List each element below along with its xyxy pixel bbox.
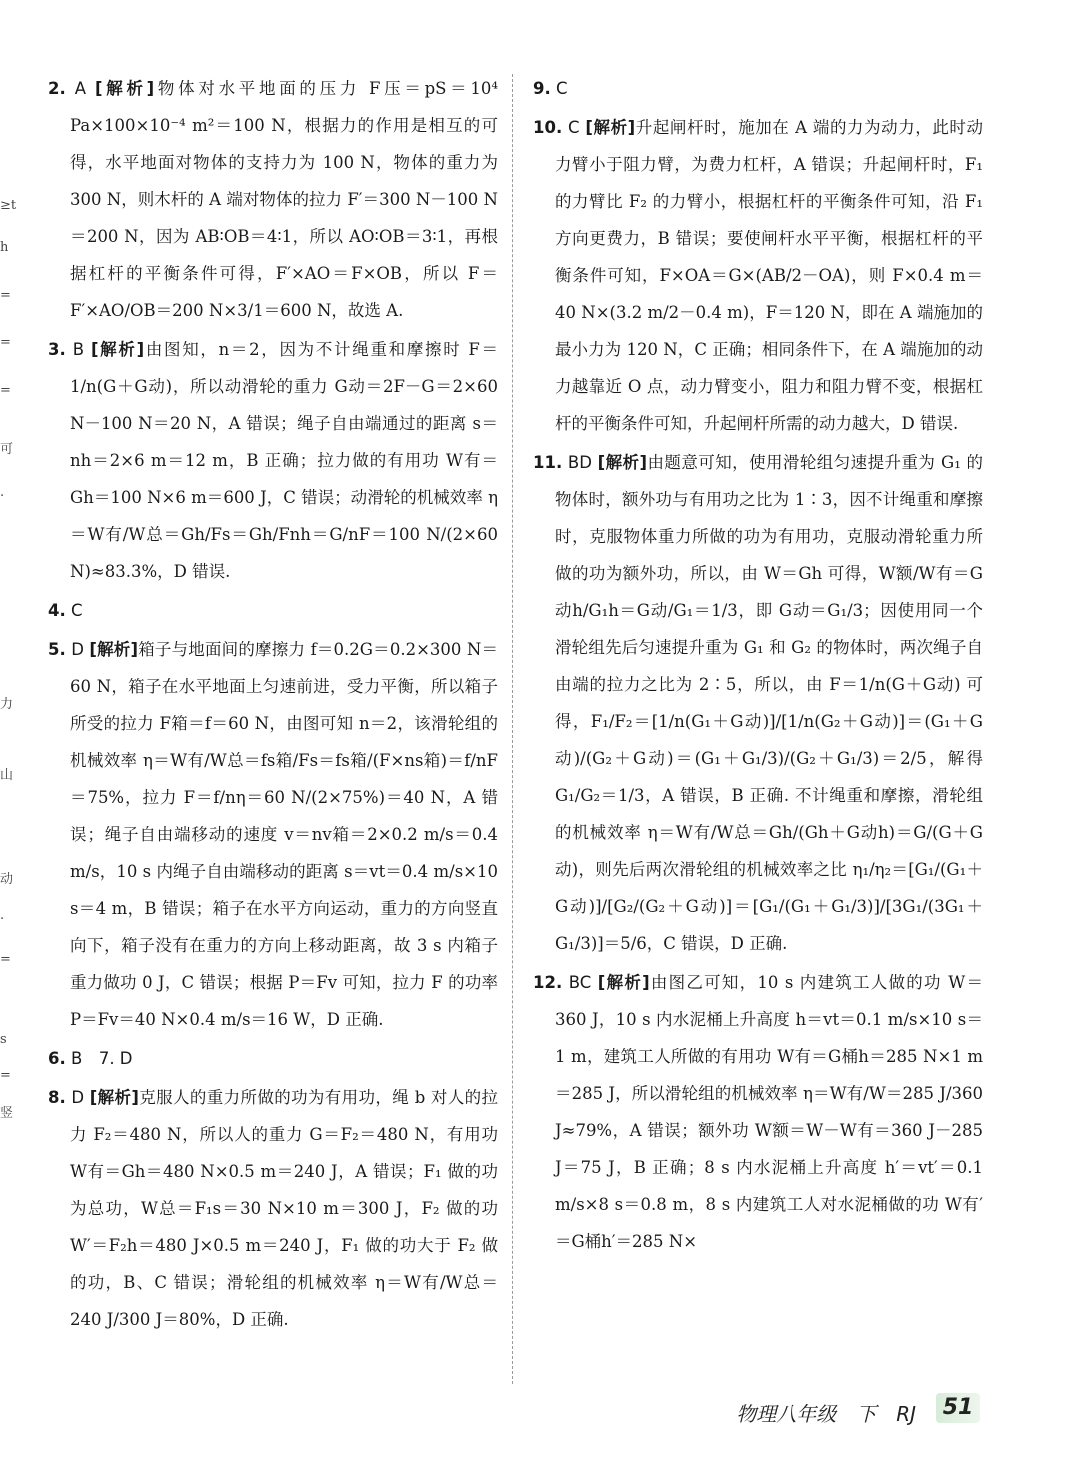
question-number: 8. (48, 1088, 66, 1107)
answer-choice: C (71, 601, 83, 620)
analysis-tag: [解析] (90, 340, 145, 359)
answer-item (48, 631, 498, 1038)
analysis-text: 由图乙可知，10 s 内建筑工人做的功 W＝360 J，10 s 内水泥桶上升高度 h＝vt＝0.1 m/s×10 s＝1 m，建筑工人所做的有用功 W有＝G桶h＝285 N×1 m＝285 J，所以滑轮组的机械效率 η＝W有/W＝285 J/360 J≈79%，A 错误；额外功 W额＝W－W有＝360 J－285 J＝75 J，B 正确；8 s 内水泥桶上升高度 h′＝vt′＝0.1 m/s×8 s＝0.8 m，8 s 内建筑工人对水泥桶做的功 W有′＝G桶h′＝285 N× (555, 973, 983, 1251)
margin-mark: s (0, 1032, 7, 1047)
margin-mark: = (0, 1068, 11, 1083)
analysis-tag: [解析] (597, 453, 648, 472)
analysis-text: 箱子与地面间的摩擦力 f＝0.2G＝0.2×300 N＝60 N，箱子在水平地面上匀速前进，受力平衡，所以箱子所受的拉力 F箱＝f＝60 N，由图可知 n＝2，该滑轮组的机械效率 η＝W有/W总＝fs箱/Fs＝fs箱/(F×ns箱)＝f/nF＝75%，拉力 F＝f/nη＝60 N/(2×75%)＝40 N，A 错误；绳子自由端移动的速度 v＝nv箱＝2×0.2 m/s＝0.4 m/s，10 s 内绳子自由端移动的距离 s＝vt＝0.4 m/s×10 s＝4 m，B 错误；箱子在水平方向运动，重力的方向竖直向下，箱子没有在重力的方向上移动距离，故 3 s 内箱子重力做功 0 J，C 错误；根据 P＝Fv 可知，拉力 F 的功率 P＝Fv＝40 N×0.4 m/s＝16 W，D 正确. (70, 640, 498, 1029)
question-number: 11. (533, 453, 563, 472)
answer-choice: D (71, 1088, 85, 1107)
question-number: 6. (48, 1049, 66, 1068)
analysis-tag: [解析] (89, 1088, 139, 1107)
answer-choice: BC (568, 973, 592, 992)
margin-mark: 竖 (0, 1106, 14, 1121)
margin-mark: = (0, 288, 11, 303)
answer-choice: B (72, 340, 85, 359)
analysis-tag: [解析] (89, 640, 139, 659)
page-number: 51 (936, 1393, 980, 1423)
answer-item (533, 964, 983, 1260)
margin-mark: . (0, 908, 5, 923)
analysis-text: 由图知，n＝2，因为不计绳重和摩擦时 F＝1/n(G＋G动)，所以动滑轮的重力 G动＝2F－G＝2×60 N－100 N＝20 N，A 错误；绳子自由端通过的距离 s＝nh＝2×6 m＝12 m，B 正确；拉力做的有用功 W有＝Gh＝100 N×6 m＝600 J，C 错误；动滑轮的机械效率 η＝W有/W总＝Gh/Fs＝Gh/Fnh＝G/nF＝100 N/(2×60 N)≈83.3%，D 错误. (70, 340, 498, 581)
margin-mark: = (0, 383, 11, 398)
answer-item (48, 592, 498, 629)
analysis-text: 物体对水平地面的压力 F压＝pS＝10⁴ Pa×100×10⁻⁴ m²＝100 N，根据力的作用是相互的可得，水平地面对物体的支持力为 100 N，物体的重力为 300 N，则木杆的 A 端对物体的拉力 F′＝300 N－100 N＝200 N，因为 AB∶OB＝4∶1，所以 AO∶OB＝3∶1，再根据杠杆的平衡条件可得，F′×AO＝F×OB，所以 F＝F′×AO/OB＝200 N×3/1＝600 N，故选 A. (70, 79, 499, 320)
left-column (48, 70, 498, 1340)
answer-item (48, 1040, 498, 1077)
analysis-tag: [解析] (585, 118, 636, 137)
question-number: 2. (48, 79, 66, 98)
column-divider (512, 74, 513, 1384)
analysis-tag: [解析] (597, 973, 650, 992)
margin-mark: 力 (0, 697, 14, 712)
answer-item (533, 70, 983, 107)
margin-mark: ≥t (0, 198, 17, 213)
analysis-tag: [解析] (94, 79, 155, 98)
margin-mark: 动 (0, 872, 14, 887)
answer-item (48, 331, 498, 590)
margin-mark: . (0, 485, 5, 500)
answer-choice: A (74, 79, 87, 98)
question-number: 12. (533, 973, 563, 992)
right-column (533, 70, 983, 1262)
margin-mark: 山 (0, 768, 14, 783)
margin-mark: 可 (0, 442, 14, 457)
answer-item (533, 109, 983, 442)
margin-mark: h (0, 240, 9, 255)
answer-choice: D (71, 640, 84, 659)
footer-subject: 物理八年级 下 RJ (736, 1402, 916, 1426)
question-number: 9. (533, 79, 551, 98)
analysis-text: 升起闸杆时，施加在 A 端的力为动力，此时动力臂小于阻力臂，为费力杠杆，A 错误；升起闸杆时，F₁ 的力臂比 F₂ 的力臂小，根据杠杆的平衡条件可知，沿 F₁ 方向更费力，B 错误；要使闸杆水平平衡，根据杠杆的平衡条件可知，F×OA＝G×(AB/2－OA)，则 F×0.4 m＝40 N×(3.2 m/2－0.4 m)，F＝120 N，即在 A 端施加的最小力为 120 N，C 正确；相同条件下，在 A 端施加的动力越靠近 O 点，动力臂变小，阻力和阻力臂不变，根据杠杆的平衡条件可知，升起闸杆所需的动力越大，D 错误. (555, 118, 983, 433)
answer-choice: C (556, 79, 568, 98)
question-number: 4. (48, 601, 66, 620)
answer-item (533, 444, 983, 962)
question-number: 5. (48, 640, 66, 659)
answer-item (48, 1079, 498, 1338)
answer-choice: C (568, 118, 580, 137)
analysis-text: 克服人的重力所做的功为有用功，绳 b 对人的拉力 F₂＝480 N，所以人的重力 G＝F₂＝480 N，有用功 W有＝Gh＝480 N×0.5 m＝240 J，A 错误；F₁ 做的功为总功，W总＝F₁s＝30 N×10 m＝300 J，F₂ 做的功 W′＝F₂h＝480 J×0.5 m＝240 J，F₁ 做的功大于 F₂ 做的功，B、C 错误；滑轮组的机械效率 η＝W有/W总＝240 J/300 J＝80%，D 正确. (70, 1088, 499, 1329)
analysis-text: 由题意可知，使用滑轮组匀速提升重为 G₁ 的物体时，额外功与有用功之比为 1∶3，因不计绳重和摩擦时，克服物体重力所做的功为有用功，克服动滑轮重力所做的功为额外功，所以，由 W＝Gh 可得，W额/W有＝G动h/G₁h＝G动/G₁＝1/3，即 G动＝G₁/3；因使用同一个滑轮组先后匀速提升重为 G₁ 和 G₂ 的物体时，两次绳子自由端的拉力之比为 2∶5，所以，由 F＝1/n(G＋G动) 可得，F₁/F₂＝[1/n(G₁＋G动)]/[1/n(G₂＋G动)]＝(G₁＋G动)/(G₂＋G动)＝(G₁＋G₁/3)/(G₂＋G₁/3)＝2/5，解得 G₁/G₂＝1/3，A 错误，B 正确. 不计绳重和摩擦，滑轮组的机械效率 η＝W有/W总＝Gh/(Gh＋G动h)＝G/(G＋G动)，则先后两次滑轮组的机械效率之比 η₁/η₂＝[G₁/(G₁＋G动)]/[G₂/(G₂＋G动)]＝[G₁/(G₁＋G₁/3)]/[3G₁/(3G₁＋G₁/3)]＝5/6，C 错误，D 正确. (555, 453, 983, 953)
answer-choice: B 7. D (71, 1049, 133, 1068)
answer-item (48, 70, 498, 329)
left-margin-marks (0, 60, 17, 1360)
answer-choice: BD (567, 453, 592, 472)
question-number: 3. (48, 340, 66, 359)
margin-mark: = (0, 952, 11, 967)
margin-mark: = (0, 335, 11, 350)
question-number: 10. (533, 118, 563, 137)
